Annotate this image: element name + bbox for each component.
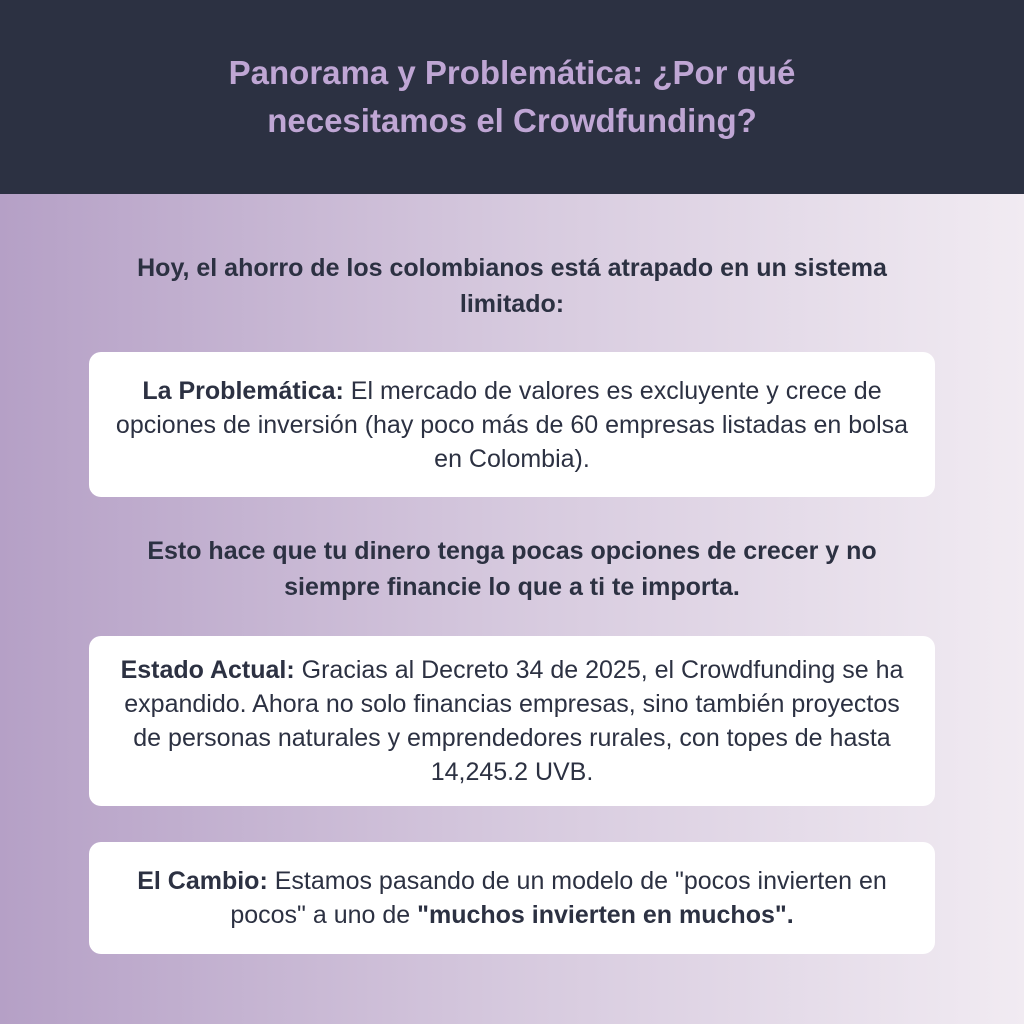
info-card-el-cambio <box>89 842 935 954</box>
info-card-problematica <box>89 352 935 497</box>
card-label: Estado Actual: <box>120 656 295 684</box>
card-label: El Cambio: <box>137 867 268 895</box>
header-banner <box>0 0 1024 194</box>
card-paragraph <box>107 653 917 789</box>
card-text: Gracias al Decreto 34 de 2025, el Crowdfunding se ha expandido. Ahora no solo financias empresas, sino también proyectos de personas naturales y emprendedores rurales, con topes de hasta 14,245.2 UVB. <box>124 656 904 786</box>
page-title: Panorama y Problemática: ¿Por qué necesitamos el Crowdfunding? <box>228 54 796 139</box>
card-paragraph <box>107 374 917 476</box>
card-text: Estamos pasando de un modelo de "pocos invierten en pocos" a uno de <box>230 867 887 929</box>
info-card-estado-actual <box>89 636 935 806</box>
conclusion-text: Esto hace que tu dinero tenga pocas opciones de crecer y no siempre financie lo que a ti te importa. <box>147 537 877 601</box>
card-emphasis: "muchos invierten en muchos". <box>417 901 794 929</box>
card-label: La Problemática: <box>142 376 344 405</box>
intro-text: Hoy, el ahorro de los colombianos está atrapado en un sistema limitado: <box>137 254 887 318</box>
card-paragraph <box>107 864 917 932</box>
card-text: El mercado de valores es excluyente y crece de opciones de inversión (hay poco más de 60 empresas listadas en bolsa en Colombia). <box>115 376 909 473</box>
